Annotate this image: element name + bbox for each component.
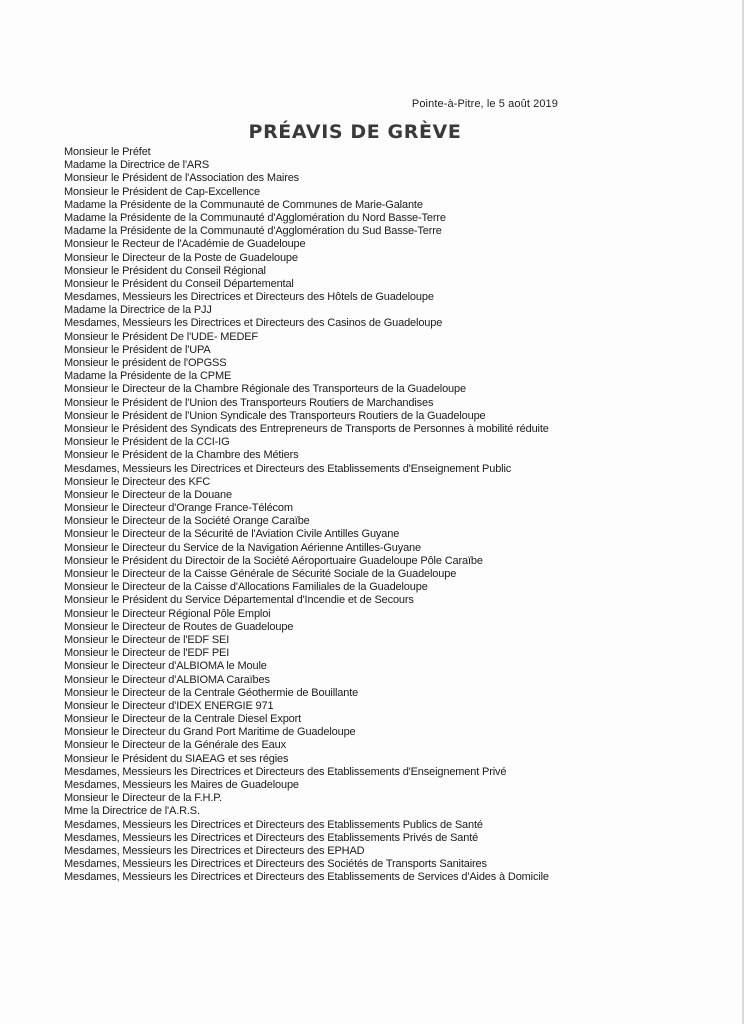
recipient-line: Monsieur le Directeur de la Poste de Guadeloupe xyxy=(64,251,298,264)
recipient-line: Monsieur le Directeur d'IDEX ENERGIE 971 xyxy=(64,699,274,712)
recipient-line: Mesdames, Messieurs les Directrices et Directeurs des Etablissements Privés de Santé xyxy=(64,831,479,844)
recipient-line: Madame la Présidente de la Communauté de Communes de Marie-Galante xyxy=(64,198,423,211)
recipient-line: Mesdames, Messieurs les Directrices et Directeurs des Etablissements Publics de Santé xyxy=(64,818,483,831)
recipient-line: Monsieur le Directeur d'Orange France-Télécom xyxy=(64,502,293,515)
recipient-line: Monsieur le Directeur de la F.H.P. xyxy=(64,792,222,805)
recipient-list xyxy=(64,146,704,885)
recipient-line: Monsieur le Président du SIAEAG et ses régies xyxy=(64,752,289,765)
recipient-line: Monsieur le Président de l'UPA xyxy=(64,343,211,356)
recipient-line: Monsieur le Directeur de la Générale des Eaux xyxy=(64,739,286,752)
recipient-line: Monsieur le Directeur de l'EDF SEI xyxy=(64,633,230,646)
recipient-line: Monsieur le Directeur de la Chambre Régionale des Transporteurs de la Guadeloupe xyxy=(64,383,466,396)
recipient-line: Monsieur le Président de l'Union Syndicale des Transporteurs Routiers de la Guadeloupe xyxy=(64,409,486,422)
recipient-line: Monsieur le Directeur de Routes de Guadeloupe xyxy=(64,620,294,633)
recipient-line: Mesdames, Messieurs les Directrices et Directeurs des Etablissements d'Enseignement Public xyxy=(64,462,512,475)
recipient-line: Monsieur le Président de la CCI-IG xyxy=(64,436,230,449)
recipient-line: Monsieur le Directeur des KFC xyxy=(64,475,211,488)
recipient-line: Monsieur le Directeur de la Caisse Générale de Sécurité Sociale de la Guadeloupe xyxy=(64,568,457,580)
document-title: PRÉAVIS DE GRÈVE xyxy=(248,121,462,143)
recipient-line: Madame la Présidente de la Communauté d'Agglomération du Nord Basse-Terre xyxy=(64,211,446,224)
recipient-line: Monsieur le Directeur de l'EDF PEI xyxy=(64,647,230,660)
recipient-line: Monsieur le Directeur du Service de la Navigation Aérienne Antilles-Guyane xyxy=(64,541,421,554)
recipient-line: Monsieur le Directeur d'ALBIOMA le Moule xyxy=(64,660,267,673)
recipient-line: Monsieur le Préfet xyxy=(64,146,151,158)
recipient-line: Monsieur le Directeur de la Centrale Diesel Export xyxy=(64,713,302,726)
recipient-line: Madame la Présidente de la CPME xyxy=(64,370,232,383)
recipient-line: Monsieur le Président du Conseil Départemental xyxy=(64,277,294,290)
recipient-line: Madame la Directrice de la PJJ xyxy=(64,304,212,317)
recipient-line: Monsieur le Directeur de la Centrale Géothermie de Bouillante xyxy=(64,686,359,699)
recipient-line: Mesdames, Messieurs les Directrices et Directeurs des EPHAD xyxy=(64,844,365,857)
place-date: Pointe-à-Pitre, le 5 août 2019 xyxy=(411,98,558,110)
recipient-line: Monsieur le Recteur de l'Académie de Guadeloupe xyxy=(64,238,306,251)
recipient-line: Monsieur le Président des Syndicats des Entrepreneurs de Transports de Personnes à mobilité réduite xyxy=(64,422,549,435)
recipient-line: Monsieur le Directeur de la Sécurité de l'Aviation Civile Antilles Guyane xyxy=(64,528,400,541)
recipient-line: Monsieur le Président De l'UDE- MEDEF xyxy=(64,330,258,343)
recipient-line: Monsieur le Président de l'Union des Transporteurs Routiers de Marchandises xyxy=(64,396,434,409)
recipient-line: Madame la Présidente de la Communauté d'Agglomération du Sud Basse-Terre xyxy=(64,225,442,238)
recipient-line: Madame la Directrice de l'ARS xyxy=(64,159,210,172)
recipient-line: Monsieur le Directeur Régional Pôle Emploi xyxy=(64,607,271,620)
recipient-line: Monsieur le Président de l'Association des Maires xyxy=(64,172,300,185)
recipient-line: Monsieur le Président du Conseil Régional xyxy=(64,264,266,277)
recipient-line: Monsieur le Directeur d'ALBIOMA Caraïbes xyxy=(64,673,270,686)
recipient-line: Mesdames, Messieurs les Directrices et Directeurs des Etablissements d'Enseignement Privé xyxy=(64,765,507,778)
recipient-line: Mesdames, Messieurs les Directrices et Directeurs des Sociétés de Transports Sanitaires xyxy=(64,858,487,871)
recipient-line: Monsieur le Directeur de la Caisse d'Allocations Familiales de la Guadeloupe xyxy=(64,581,428,594)
recipient-line: Mesdames, Messieurs les Directrices et Directeurs des Casinos de Guadeloupe xyxy=(64,317,443,330)
recipient-line: Mesdames, Messieurs les Directrices et Directeurs des Hôtels de Guadeloupe xyxy=(64,291,434,304)
recipient-line: Monsieur le Directeur de la Douane xyxy=(64,488,232,501)
recipient-line: Mme la Directrice de l'A.R.S. xyxy=(64,805,200,818)
recipient-line: Monsieur le Directeur du Grand Port Maritime de Guadeloupe xyxy=(64,726,356,739)
recipient-line: Mesdames, Messieurs les Maires de Guadeloupe xyxy=(64,779,299,791)
recipient-line: Monsieur le Président de la Chambre des Métiers xyxy=(64,449,299,462)
recipient-line: Monsieur le Président du Service Départemental d'Incendie et de Secours xyxy=(64,594,414,607)
recipient-line: Monsieur le Président de Cap-Excellence xyxy=(64,185,260,198)
recipient-line: Monsieur le Directeur de la Société Orange Caraïbe xyxy=(64,515,310,528)
recipient-line: Monsieur le président de l'OPGSS xyxy=(64,357,227,369)
recipient-line: Mesdames, Messieurs les Directrices et Directeurs des Etablissements de Services d'Aides à Domicile xyxy=(64,871,549,884)
recipient-line: Monsieur le Président du Directoir de la Société Aéroportuaire Guadeloupe Pôle Caraïbe xyxy=(64,554,483,567)
